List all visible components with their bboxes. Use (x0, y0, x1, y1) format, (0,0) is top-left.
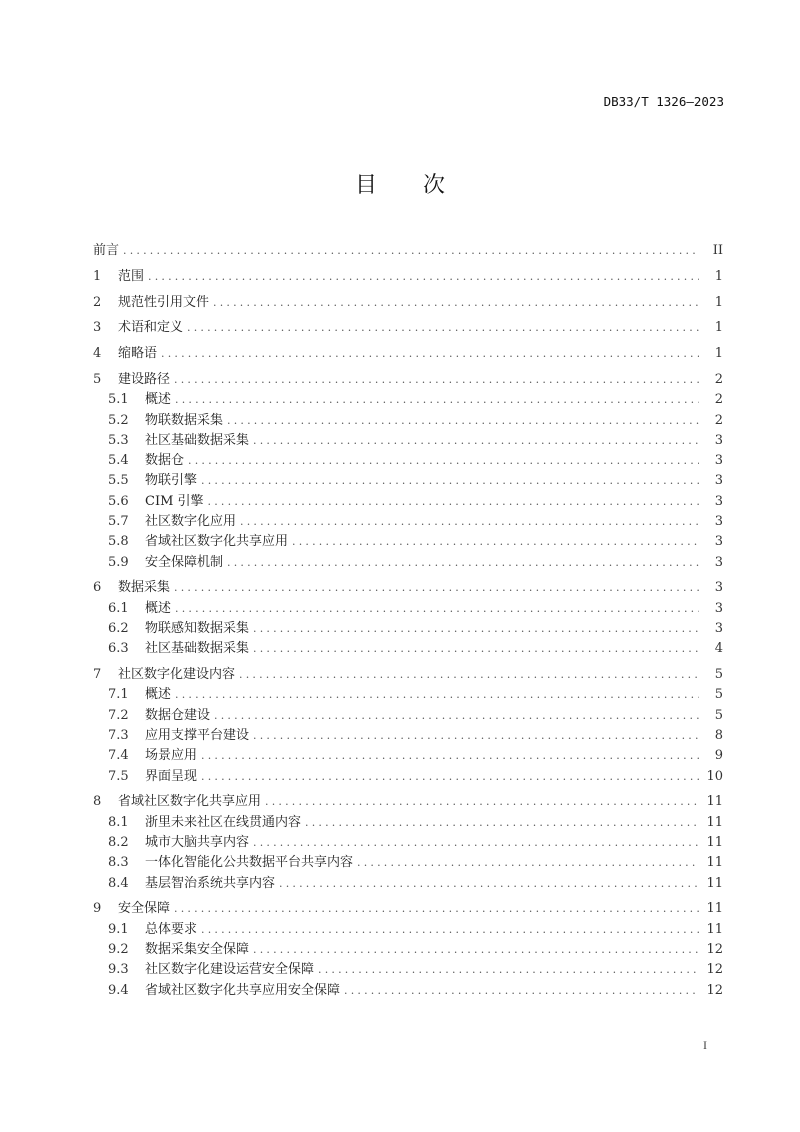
toc-entry-number: 3 (93, 320, 102, 336)
toc-entry-page: 11 (706, 921, 723, 937)
toc-entry-number: 7.5 (108, 768, 129, 784)
toc-entry[interactable] (93, 241, 723, 261)
toc-entry-number: 5.4 (108, 453, 129, 469)
toc-entry-page: 1 (714, 320, 723, 336)
toc-entry-page: 5 (714, 707, 723, 723)
toc-subentry[interactable] (93, 451, 723, 471)
toc-subentry[interactable] (93, 833, 723, 853)
toc-subentry[interactable] (93, 706, 723, 726)
toc-subentry[interactable] (93, 390, 723, 410)
toc-entry-number: 7.3 (108, 728, 129, 744)
toc-entry-page: 8 (714, 728, 723, 744)
toc-entry-page: 3 (714, 493, 723, 509)
toc-subentry[interactable] (93, 874, 723, 894)
toc-entry-label: 社区数字化建设内容 (118, 667, 236, 683)
toc-entry-label: 社区数字化建设运营安全保障 (145, 962, 315, 978)
toc-entry-page: 1 (714, 346, 723, 362)
dot-leader (318, 960, 699, 980)
toc-entry-label: 概述 (145, 687, 172, 703)
toc-entry-page: 11 (706, 835, 723, 851)
dot-leader (175, 599, 699, 619)
toc-entry-label: 社区数字化应用 (145, 514, 237, 530)
toc-entry-number: 8.4 (108, 875, 129, 891)
dot-leader (253, 726, 699, 746)
toc-entry-number: 8 (93, 794, 102, 810)
toc-entry-number: 5.9 (108, 554, 129, 570)
toc-subentry[interactable] (93, 553, 723, 573)
toc-entry-label: 物联引擎 (145, 473, 198, 489)
dot-leader (227, 411, 699, 431)
toc-entry-number: 6.1 (108, 600, 129, 616)
toc-entry[interactable] (93, 578, 723, 598)
toc-entry-number: 4 (93, 346, 102, 362)
toc-entry-number: 2 (93, 294, 102, 310)
dot-leader (305, 813, 699, 833)
toc-entry-label: 数据采集 (118, 580, 171, 596)
dot-leader (201, 920, 699, 940)
dot-leader (214, 706, 699, 726)
toc-entry-label: 数据仓建设 (145, 707, 211, 723)
dot-leader (344, 981, 699, 1001)
toc-entry-page: 9 (714, 748, 723, 764)
toc-entry-number: 6.3 (108, 641, 129, 657)
toc-entry-number: 5 (93, 371, 102, 387)
toc-subentry[interactable] (93, 471, 723, 491)
toc-subentry[interactable] (93, 853, 723, 873)
toc-entry-page: 1 (714, 294, 723, 310)
toc-entry[interactable] (93, 267, 723, 287)
toc-subentry[interactable] (93, 813, 723, 833)
toc-subentry[interactable] (93, 619, 723, 639)
toc-subentry[interactable] (93, 746, 723, 766)
dot-leader (357, 853, 699, 873)
toc-entry-number: 8.3 (108, 855, 129, 871)
toc-entry-page: 3 (714, 600, 723, 616)
toc-entry-label: 安全保障 (118, 901, 171, 917)
toc-entry-page: 2 (714, 392, 723, 408)
toc-entry-page: 3 (714, 514, 723, 530)
toc-entry-number: 5.6 (108, 493, 129, 509)
toc-entry-label: 界面呈现 (145, 768, 198, 784)
toc-entry-page: 4 (714, 641, 723, 657)
toc-entry-number: 5.5 (108, 473, 129, 489)
toc-entry-number: 9.1 (108, 921, 129, 937)
document-code: DB33/T 1326—2023 (603, 94, 724, 109)
toc-entry-number: 9.2 (108, 942, 129, 957)
toc-entry-number: 5.2 (108, 412, 129, 428)
toc-entry-label: 物联感知数据采集 (145, 621, 250, 637)
toc-entry-page: 3 (714, 580, 723, 596)
toc-subentry[interactable] (93, 532, 723, 552)
toc-entry-page: 3 (714, 473, 723, 489)
dot-leader (201, 746, 699, 766)
toc-entry-label: CIM 引擎 (145, 493, 204, 509)
toc-entry-label: 一体化智能化公共数据平台共享内容 (145, 855, 354, 871)
toc-entry[interactable] (93, 370, 723, 390)
toc-entry[interactable] (93, 665, 723, 685)
dot-leader (253, 833, 699, 853)
toc-entry-number: 5.1 (108, 392, 129, 408)
toc-subentry[interactable] (93, 512, 723, 532)
toc-entry-label: 总体要求 (145, 921, 198, 937)
toc-entry-page: 5 (714, 687, 723, 703)
toc-subentry[interactable] (93, 767, 723, 787)
dot-leader (227, 553, 699, 573)
dot-leader (148, 267, 699, 287)
dot-leader (123, 241, 699, 261)
dot-leader (213, 293, 699, 313)
toc-entry-label: 省域社区数字化共享应用安全保障 (145, 982, 341, 998)
toc-entry-page: 10 (706, 768, 723, 784)
toc-entry-label: 数据仓 (145, 453, 185, 469)
toc-entry-number: 8.1 (108, 814, 129, 830)
toc-entry-label: 场景应用 (145, 748, 198, 764)
toc-subentry[interactable] (93, 981, 723, 1001)
dot-leader (175, 685, 699, 705)
dot-leader (292, 532, 699, 552)
toc-entry-page: 1 (714, 268, 723, 284)
toc-entry-page: II (712, 243, 723, 258)
toc-title-char: 次 (423, 173, 446, 198)
table-of-contents (93, 241, 723, 1001)
toc-entry-label: 省域社区数字化共享应用 (118, 794, 262, 810)
dot-leader (208, 492, 699, 512)
dot-leader (265, 792, 699, 812)
toc-subentry[interactable] (93, 639, 723, 659)
toc-entry[interactable] (93, 293, 723, 313)
toc-subentry[interactable] (93, 411, 723, 431)
toc-entry-label: 数据采集安全保障 (145, 942, 250, 957)
toc-entry-label: 范围 (118, 268, 145, 284)
toc-entry-label: 概述 (145, 600, 172, 616)
toc-entry-number: 6.2 (108, 621, 129, 637)
toc-entry[interactable] (93, 318, 723, 338)
toc-subentry[interactable] (93, 685, 723, 705)
page-number: I (703, 1038, 707, 1052)
toc-entry-label: 安全保障机制 (145, 554, 224, 570)
toc-entry[interactable] (93, 792, 723, 812)
dot-leader (253, 431, 699, 451)
toc-title (0, 168, 800, 199)
toc-subentry[interactable] (93, 920, 723, 940)
dot-leader (279, 874, 699, 894)
dot-leader (240, 512, 699, 532)
toc-entry-number: 7 (93, 667, 102, 683)
toc-entry-number: 5.8 (108, 534, 129, 550)
toc-entry-page: 3 (714, 432, 723, 448)
toc-entry-label: 规范性引用文件 (118, 294, 210, 310)
dot-leader (174, 370, 699, 390)
toc-entry-label: 社区基础数据采集 (145, 641, 250, 657)
dot-leader (175, 390, 699, 410)
toc-subentry[interactable] (93, 960, 723, 980)
toc-entry-number: 7.2 (108, 707, 129, 723)
toc-entry-number: 7.4 (108, 748, 129, 764)
dot-leader (174, 899, 699, 919)
dot-leader (187, 318, 699, 338)
toc-entry-label: 社区基础数据采集 (145, 432, 250, 448)
dot-leader (188, 451, 699, 471)
toc-entry-label: 概述 (145, 392, 172, 408)
toc-entry-page: 3 (714, 554, 723, 570)
toc-subentry[interactable] (93, 492, 723, 512)
toc-entry-page: 11 (706, 875, 723, 891)
toc-subentry[interactable] (93, 940, 723, 960)
dot-leader (161, 344, 699, 364)
dot-leader (253, 639, 699, 659)
toc-entry-number: 7.1 (108, 687, 129, 703)
toc-entry-number: 9.3 (108, 962, 129, 978)
toc-entry-page: 12 (706, 942, 723, 957)
toc-entry-page: 5 (714, 667, 723, 683)
toc-entry-page: 11 (706, 855, 723, 871)
toc-entry-label: 城市大脑共享内容 (145, 835, 250, 851)
toc-entry-number: 1 (93, 268, 102, 284)
toc-entry-page: 12 (706, 982, 723, 998)
dot-leader (253, 940, 699, 960)
dot-leader (239, 665, 699, 685)
toc-entry-label: 应用支撑平台建设 (145, 728, 250, 744)
toc-entry-page: 3 (714, 453, 723, 469)
toc-entry-page: 2 (714, 371, 723, 387)
dot-leader (201, 767, 699, 787)
toc-entry-number: 5.3 (108, 432, 129, 448)
toc-entry-label: 前言 (93, 243, 120, 258)
toc-title-char: 目 (354, 173, 377, 198)
toc-entry-label: 建设路径 (118, 371, 171, 387)
toc-entry[interactable] (93, 344, 723, 364)
toc-entry-page: 3 (714, 534, 723, 550)
toc-entry-page: 11 (706, 794, 723, 810)
toc-entry[interactable] (93, 899, 723, 919)
toc-entry-number: 8.2 (108, 835, 129, 851)
toc-entry-label: 基层智治系统共享内容 (145, 875, 276, 891)
toc-entry-number: 9.4 (108, 982, 129, 998)
toc-entry-page: 11 (706, 814, 723, 830)
toc-subentry[interactable] (93, 726, 723, 746)
toc-entry-page: 11 (706, 901, 723, 917)
toc-entry-number: 6 (93, 580, 102, 596)
dot-leader (253, 619, 699, 639)
toc-entry-number: 9 (93, 901, 102, 917)
toc-entry-page: 2 (714, 412, 723, 428)
toc-entry-label: 省域社区数字化共享应用 (145, 534, 289, 550)
toc-entry-page: 3 (714, 621, 723, 637)
toc-subentry[interactable] (93, 431, 723, 451)
toc-entry-label: 物联数据采集 (145, 412, 224, 428)
dot-leader (201, 471, 699, 491)
dot-leader (174, 578, 699, 598)
toc-subentry[interactable] (93, 599, 723, 619)
toc-entry-label: 浙里未来社区在线贯通内容 (145, 814, 302, 830)
toc-entry-page: 12 (706, 962, 723, 978)
toc-entry-number: 5.7 (108, 514, 129, 530)
toc-entry-label: 缩略语 (118, 346, 158, 362)
toc-entry-label: 术语和定义 (118, 320, 184, 336)
